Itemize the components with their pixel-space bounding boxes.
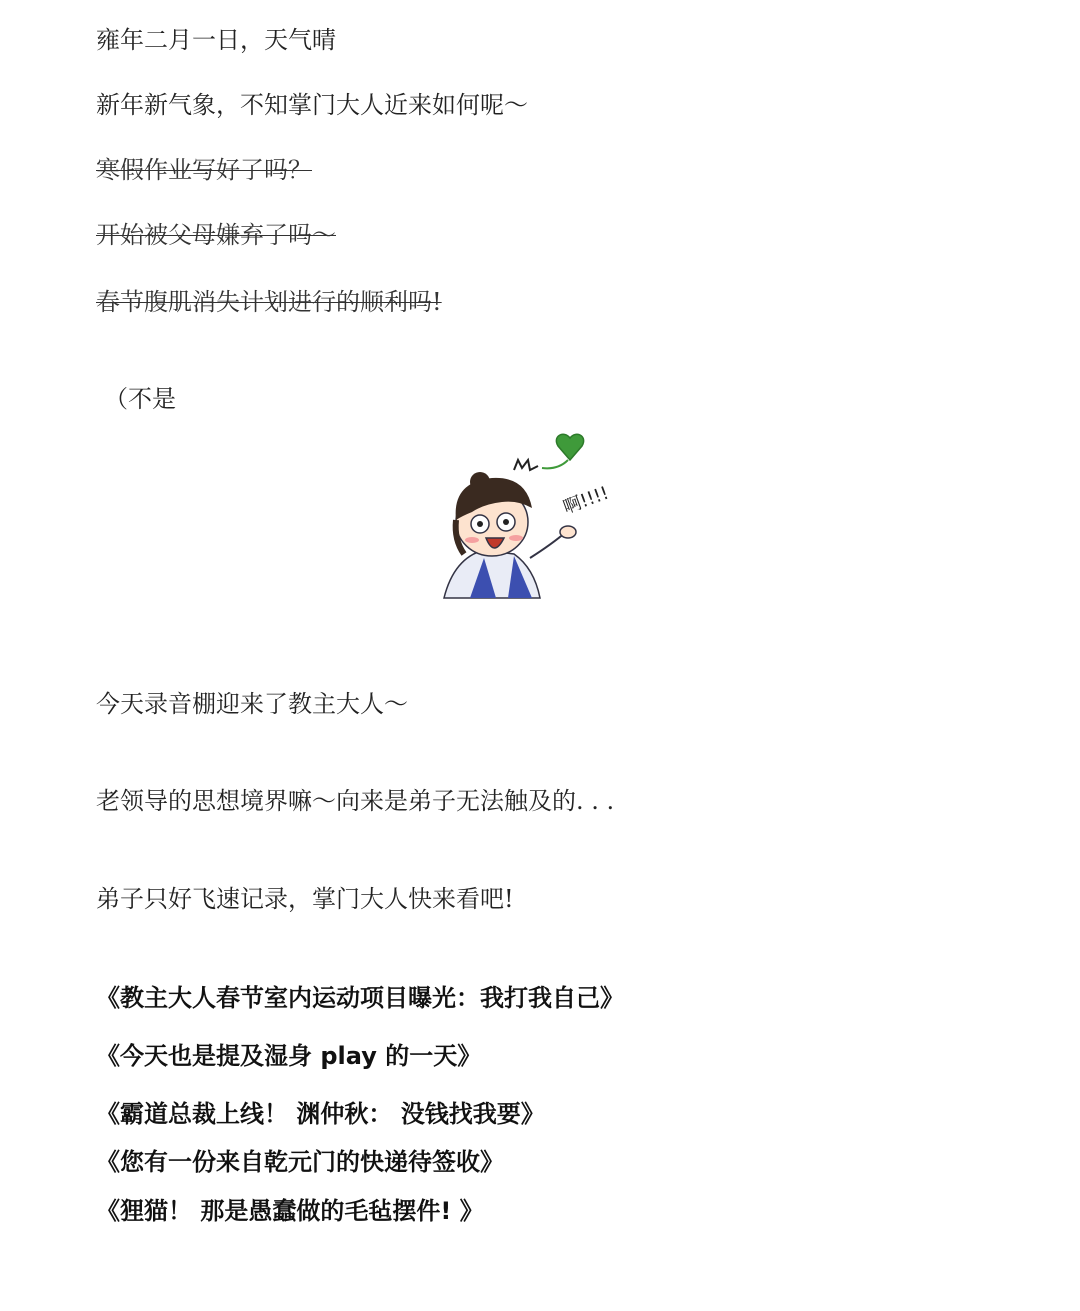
date-line: 雍年二月一日，天气晴: [96, 26, 336, 54]
greeting-line: 新年新气象，不知掌门大人近来如何呢～: [96, 91, 528, 119]
episode-title: 《教主大人春节室内运动项目曝光：我打我自己》: [96, 984, 624, 1012]
struck-question: 寒假作业写好了吗？: [96, 156, 312, 184]
episode-title: 《今天也是提及湿身 play 的一天》: [96, 1042, 482, 1070]
episode-title: 《狸猫！ 那是愚蠢做的毛毡摆件! 》: [96, 1197, 484, 1225]
struck-question: 开始被父母嫌弃了吗～: [96, 221, 336, 249]
sticker-exclaim: 啊!!!!: [560, 482, 612, 519]
chibi-shouting-character-icon: [430, 430, 630, 605]
struck-question: 春节腹肌消失计划进行的顺利吗!: [96, 288, 442, 316]
episode-title: 《您有一份来自乾元门的快递待签收》: [96, 1148, 504, 1176]
aside-line: （不是: [104, 385, 176, 413]
body-line: 老领导的思想境界嘛～向来是弟子无法触及的. . .: [96, 787, 615, 815]
episode-title: 《霸道总裁上线！ 渊仲秋： 没钱找我要》: [96, 1100, 545, 1128]
chibi-shouting-sticker: [430, 430, 630, 605]
body-line: 今天录音棚迎来了教主大人～: [96, 690, 408, 718]
body-line: 弟子只好飞速记录，掌门大人快来看吧!: [96, 885, 514, 913]
